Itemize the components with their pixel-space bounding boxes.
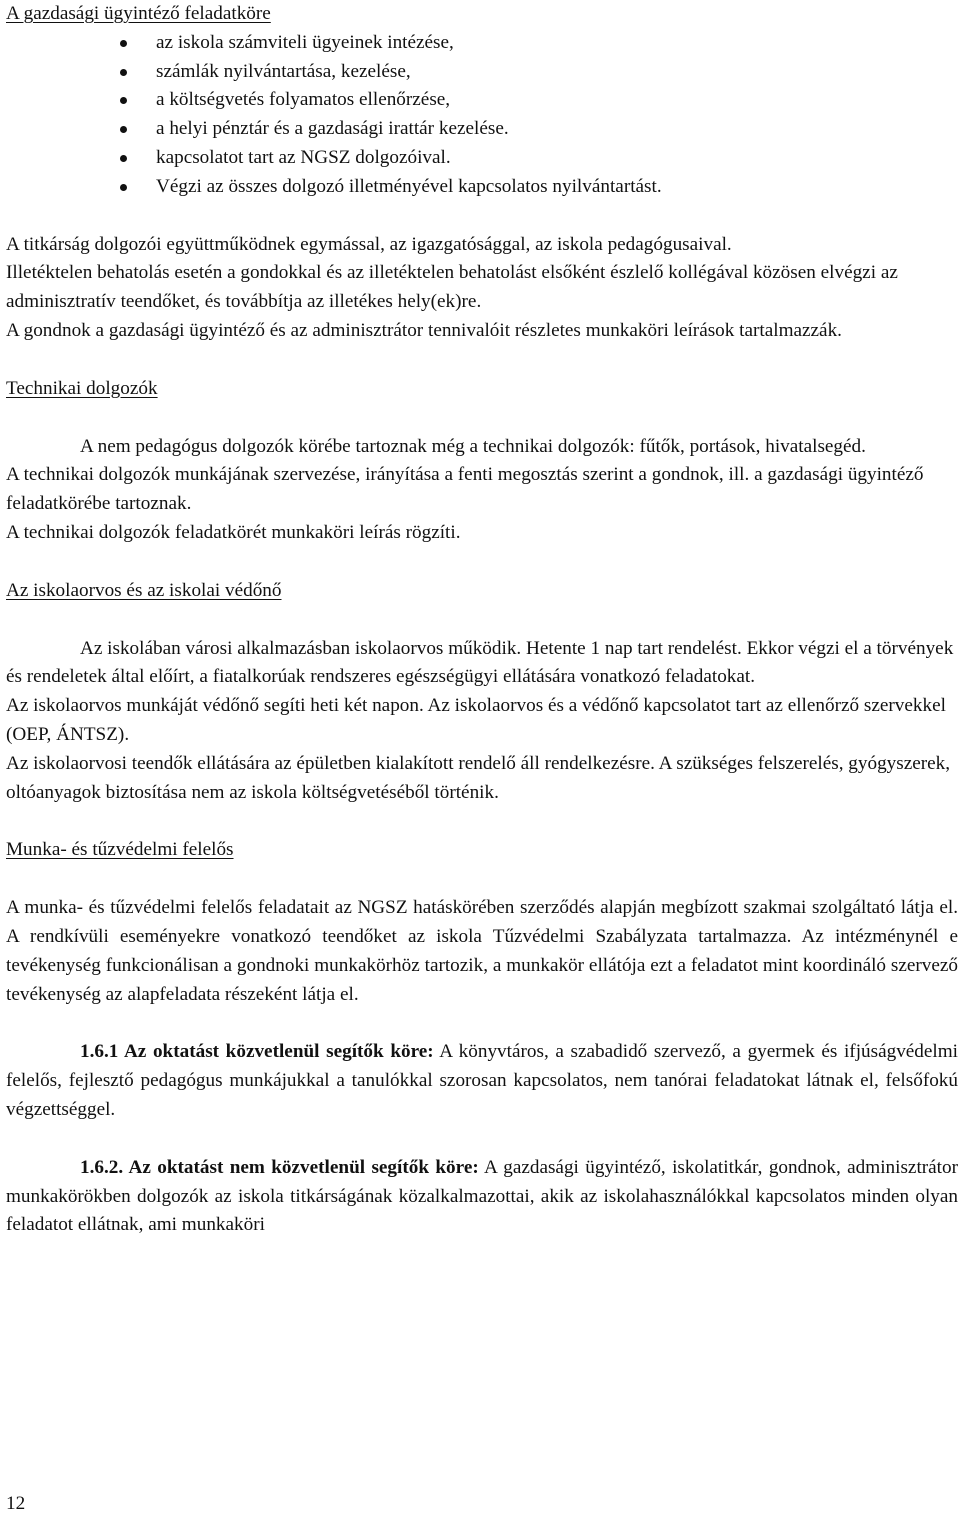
paragraph: A munka- és tűzvédelmi felelős feladatait az NGSZ hatáskörében szerződés alapján megbízott szakmai szolgáltató látja el. A rendkívüli eseményekre vonatkozó teendőket az iskola Tűzvédelmi Szabályzata tartalmazza. Az intézménynél e tevékenység funkcionálisan a gondnoki munkakörhöz tartozik, a munkakör ellátója ezt a feladatot mint koordináló szervező tevékenység az alapfeladata részeként látja el. xyxy=(6,897,958,1005)
paragraph: Az iskolaorvosi teendők ellátására az épületben kialakított rendelő áll rendelkezésre. A szükséges felszerelés, gyógyszerek, oltóanyagok biztosítása nem az iskola költségvetéséből történik. xyxy=(6,752,951,803)
section-heading-iskolaorvos: Az iskolaorvos és az iskolai védőnő xyxy=(6,579,282,601)
paragraph: Az iskolában városi alkalmazásban iskolaorvos működik. Hetente 1 nap tart rendelést. Ekkor végzi el a törvények és rendeletek által előírt, a fiatalkorúak rendszeres egészségügyi ellátására vonatkozó feladatokat. xyxy=(6,637,954,688)
list-item: a költségvetés folyamatos ellenőrzése, xyxy=(156,86,958,115)
bullet-list xyxy=(6,29,958,202)
paragraph-1-6-1: 1.6.1 Az oktatást közvetlenül segítők köre: A könyvtáros, a szabadidő szervező, a gyermek és ifjúságvédelmi felelős, fejlesztő pedagógus munkájukkal a tanulókkal szorosan kapcsolatos, nem tanórai feladatokat látnak el, felsőfokú végzettséggel. xyxy=(6,1041,958,1120)
bullet-icon xyxy=(120,69,127,76)
document-page xyxy=(6,0,958,1240)
paragraph: A nem pedagógus dolgozók körébe tartoznak még a technikai dolgozók: fűtők, portások, hivatalsegéd. xyxy=(80,435,866,457)
section-heading-tuzvedelmi: Munka- és tűzvédelmi felelős xyxy=(6,839,234,861)
paragraph-1-6-2: 1.6.2. Az oktatást nem közvetlenül segítők köre: A gazdasági ügyintéző, iskolatitkár, gondnok, adminisztrátor munkakörökben dolgozók az iskola titkárságának közalkalmazottai, akik az iskolahasználókkal kapcsolatos minden olyan feladatot ellátnak, ami munkaköri xyxy=(6,1156,958,1236)
section-heading-technikai: Technikai dolgozók xyxy=(6,377,158,399)
paragraph: Illetéktelen behatolás esetén a gondokkal és az illetéktelen behatolást elsőként észlelő kollégával közösen elvégzi az adminisztratív teendőket, és továbbítja az illetékes hely(ek)re. xyxy=(6,262,898,313)
section-number-title: 1.6.2. Az oktatást nem közvetlenül segítők köre: xyxy=(80,1156,479,1178)
section-heading-gazdasagi: A gazdasági ügyintéző feladatköre xyxy=(6,3,271,24)
list-item: számlák nyilvántartása, kezelése, xyxy=(156,58,958,87)
list-item: a helyi pénztár és a gazdasági irattár kezelése. xyxy=(156,115,958,144)
list-item: az iskola számviteli ügyeinek intézése, xyxy=(156,29,958,58)
bullet-icon xyxy=(120,126,127,133)
bullet-icon xyxy=(120,184,127,191)
section-number-title: 1.6.1 Az oktatást közvetlenül segítők köre: xyxy=(80,1041,434,1063)
paragraph: A gondnok a gazdasági ügyintéző és az adminisztrátor tennivalóit részletes munkaköri leírások tartalmazzák. xyxy=(6,319,842,341)
paragraph: Az iskolaorvos munkáját védőnő segíti heti két napon. Az iskolaorvos és a védőnő kapcsolatot tart az ellenőrző szervekkel (OEP, ÁNTSZ). xyxy=(6,695,946,745)
bullet-icon xyxy=(120,97,127,104)
paragraph: A technikai dolgozók munkájának szervezése, irányítása a fenti megosztás szerint a gondnok, ill. a gazdasági ügyintéző feladatkörébe tartoznak. xyxy=(6,464,924,515)
paragraph: A titkárság dolgozói együttműködnek egymással, az igazgatósággal, az iskola pedagógusaival. xyxy=(6,233,732,255)
list-item: Végzi az összes dolgozó illetményével kapcsolatos nyilvántartást. xyxy=(156,173,958,202)
paragraph: A technikai dolgozók feladatkörét munkaköri leírás rögzíti. xyxy=(6,521,461,543)
list-item: kapcsolatot tart az NGSZ dolgozóival. xyxy=(156,144,958,173)
bullet-icon xyxy=(120,155,127,162)
page-number: 12 xyxy=(6,1493,26,1514)
bullet-icon xyxy=(120,40,127,47)
